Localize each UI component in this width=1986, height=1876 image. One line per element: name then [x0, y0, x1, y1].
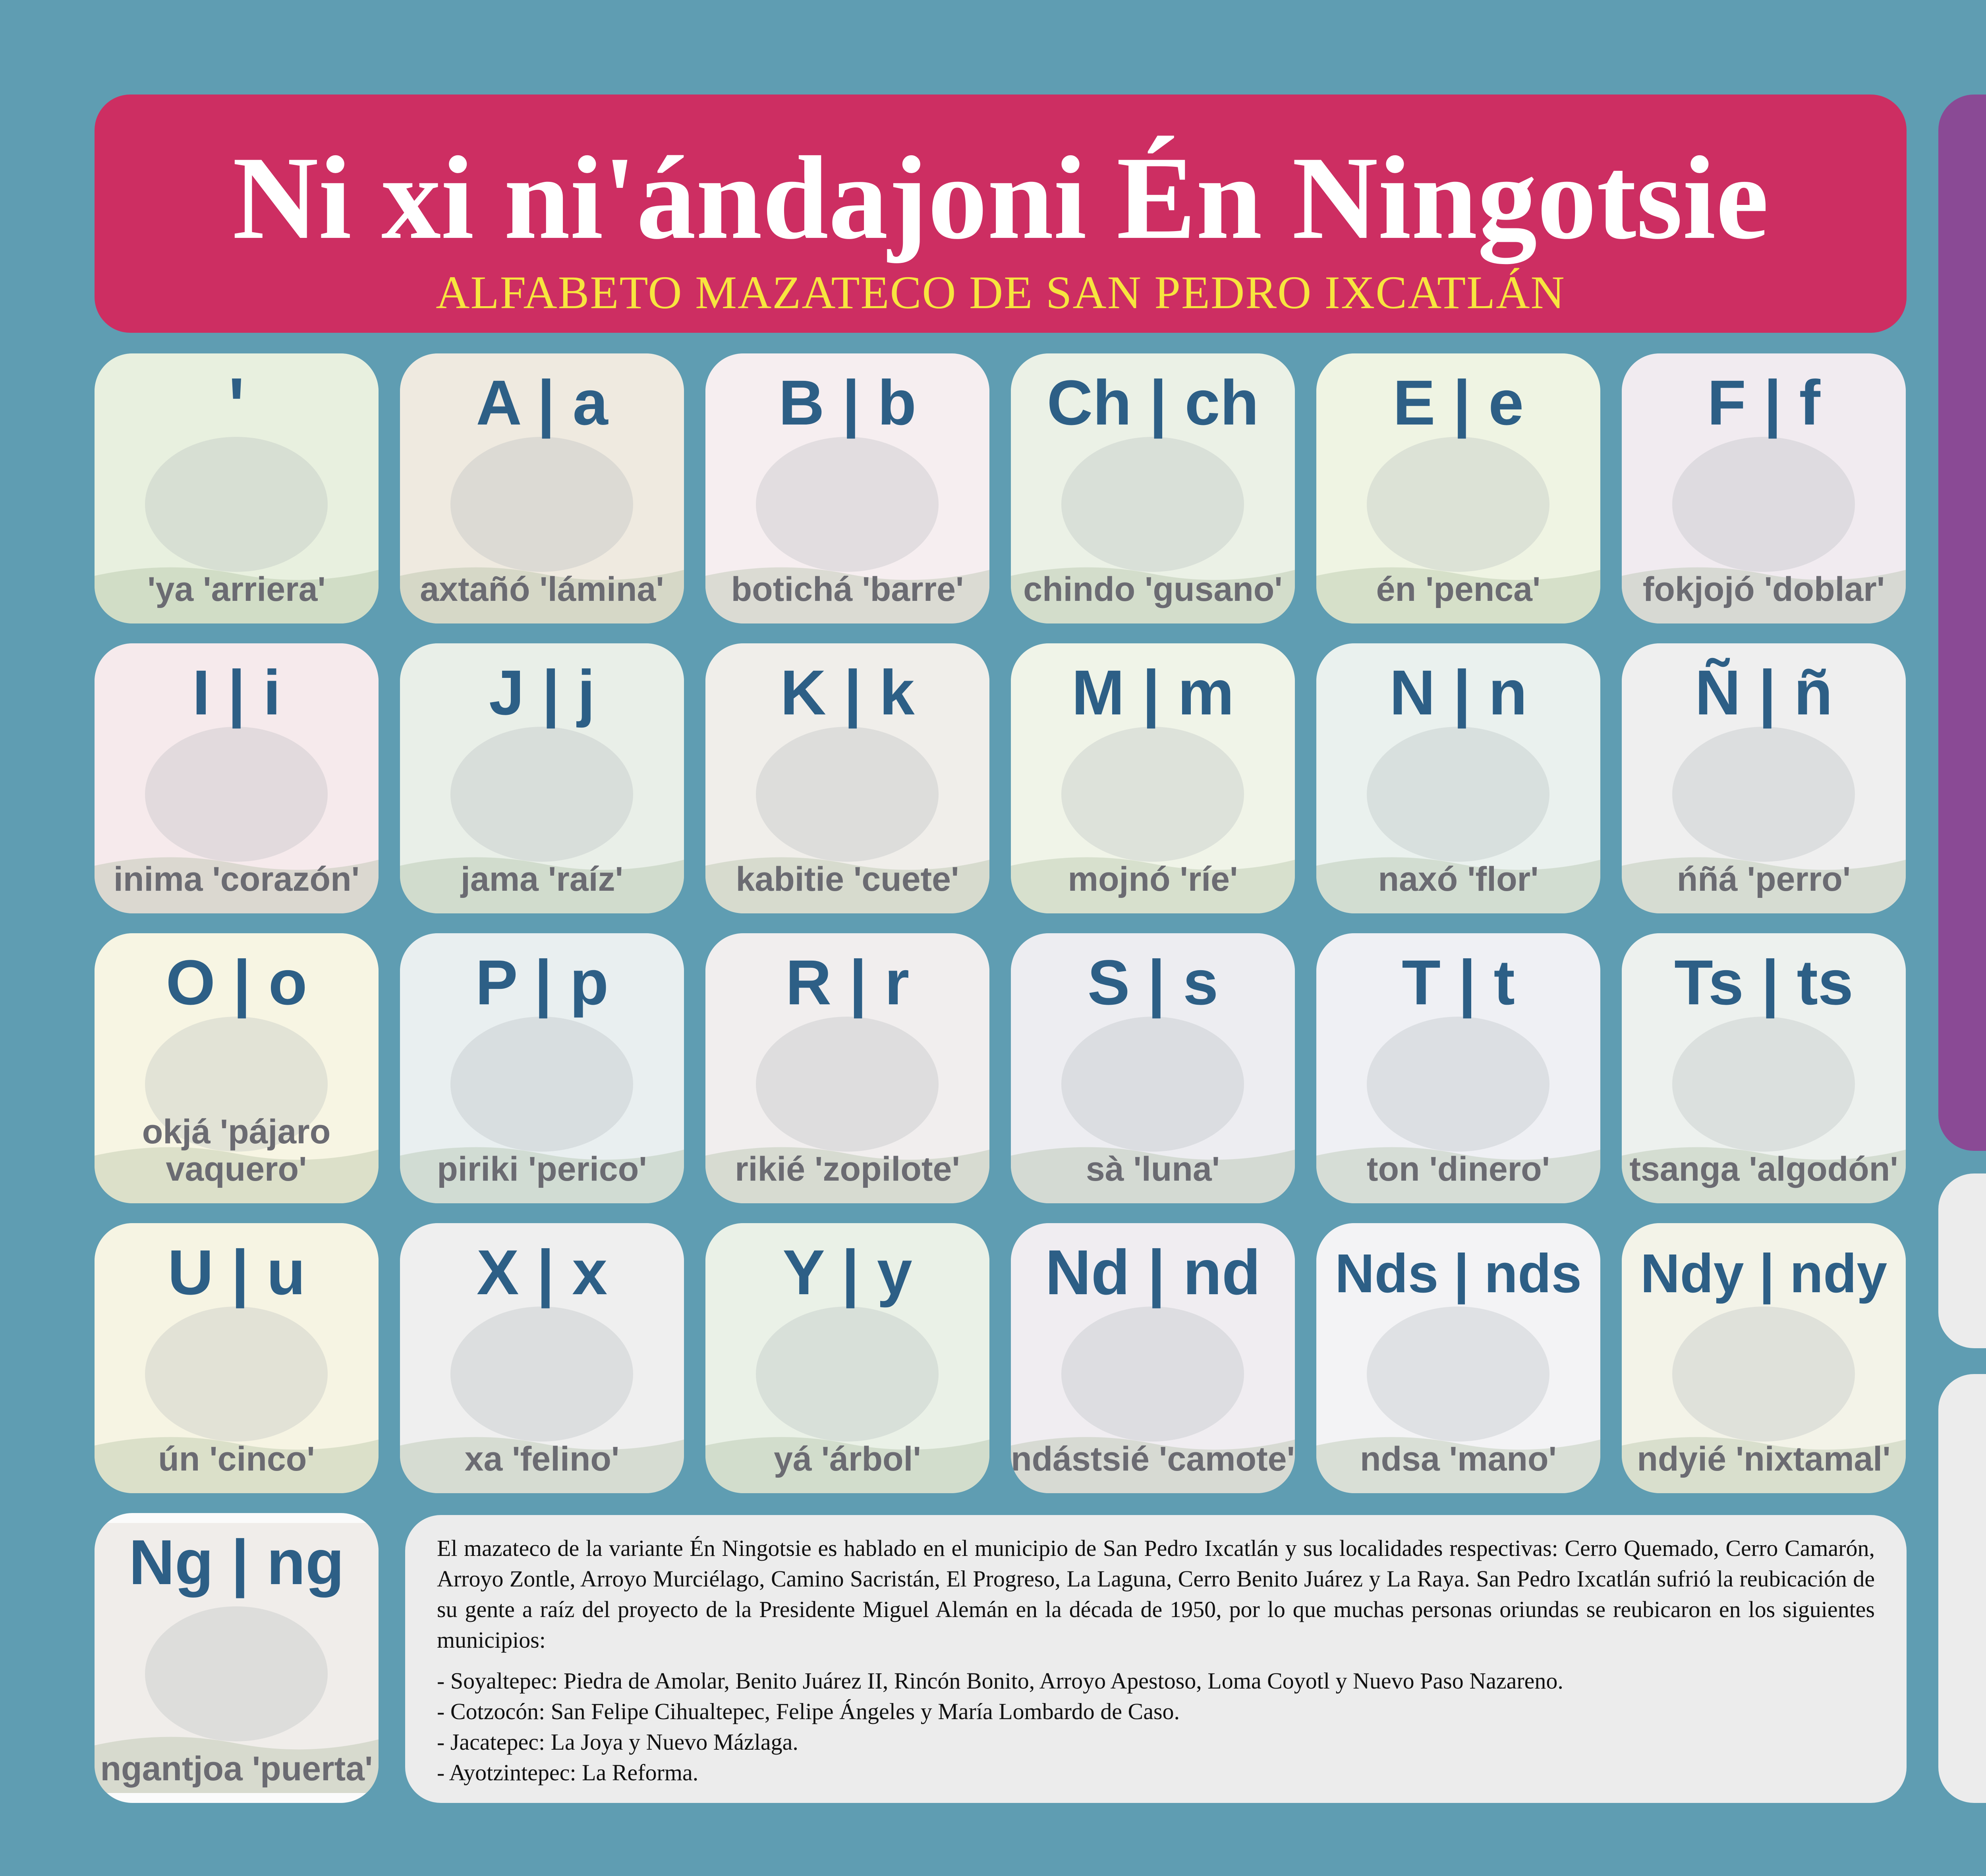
- municipio-item: - Jacatepec: La Joya y Nuevo Mázlaga.: [437, 1729, 798, 1755]
- card-letter: Ts | ts: [1674, 947, 1853, 1018]
- card-letter: F | f: [1707, 367, 1820, 438]
- card-word: ndástsié 'camote': [1011, 1440, 1295, 1478]
- title-banner: [95, 95, 1907, 333]
- info-text: [437, 1533, 1875, 1788]
- card-word: botichá 'barre': [731, 570, 964, 609]
- card-letter: R | r: [785, 947, 910, 1018]
- phonology-panel: [1938, 95, 1986, 1151]
- letter-card: [400, 933, 684, 1203]
- letter-card: [1316, 353, 1600, 623]
- municipios-list: [437, 1666, 1875, 1788]
- card-word: ngantjoa 'puerta': [100, 1750, 373, 1788]
- card-word: ńñá 'perro': [1677, 860, 1851, 899]
- card-letter: ꞌ: [229, 367, 244, 438]
- municipio-item: - Ayotzintepec: La Reforma.: [437, 1759, 699, 1785]
- letter-card: [1011, 933, 1295, 1203]
- card-word: sà 'luna': [1086, 1150, 1220, 1189]
- card-letter: Nds | nds: [1335, 1243, 1582, 1304]
- card-word: yá 'árbol': [774, 1440, 921, 1478]
- card-letter: M | m: [1071, 657, 1234, 728]
- card-letter: Y | y: [782, 1237, 912, 1308]
- card-letter: Nd | nd: [1045, 1237, 1261, 1308]
- card-letter: A | a: [476, 367, 608, 438]
- card-letter: E | e: [1393, 367, 1524, 438]
- card-word: rikié 'zopilote': [735, 1150, 960, 1189]
- card-word: én 'penca': [1376, 570, 1541, 609]
- letter-card: [1011, 1223, 1295, 1493]
- card-word: chindo 'gusano': [1023, 570, 1283, 609]
- letter-card: [1622, 1223, 1906, 1493]
- card-word: ún 'cinco': [158, 1440, 315, 1478]
- card-letter: Ch | ch: [1047, 367, 1259, 438]
- letter-card: [95, 1223, 379, 1493]
- letter-card: [1622, 643, 1906, 913]
- info-paragraph: El mazateco de la variante Én Ningotsie es hablado en el municipio de San Pedro Ixcatlán y sus localidades respectivas: Cerro Quemado, Cerro Camarón, Arroyo Zontle, Arroyo Murciélago, Camino Sacristán, El Progreso, La Laguna, Cerro Benito Juárez y La Raya. San Pedro Ixcatlán sufrió la reubicación de su gente a raíz del proyecto de la Presidente Miguel Alemán en la década de 1950, por lo que muchas personas oriundas se reubicaron en los siguientes municipios:: [437, 1535, 1875, 1653]
- card-word: 'ya 'arriera': [147, 570, 326, 609]
- card-word: okjá 'pájaro vaquero': [142, 1112, 331, 1189]
- card-letter: Ndy | ndy: [1640, 1243, 1887, 1304]
- card-word: ndyié 'nixtamal': [1637, 1440, 1891, 1478]
- card-letter: I | i: [192, 657, 281, 728]
- letter-card: [95, 933, 379, 1203]
- card-word: naxó 'flor': [1378, 860, 1539, 899]
- silabica-box: [1938, 1173, 1986, 1348]
- letter-card: [1316, 933, 1600, 1203]
- card-word: ton 'dinero': [1366, 1150, 1550, 1189]
- card-word: xa 'felino': [464, 1440, 620, 1478]
- card-word: piriki 'perico': [437, 1150, 647, 1189]
- card-word: mojnó 'ríe': [1068, 860, 1238, 899]
- letter-card: [1011, 643, 1295, 913]
- card-letter: T | t: [1402, 947, 1515, 1018]
- card-letter: S | s: [1087, 947, 1219, 1018]
- letter-card: [1011, 353, 1295, 623]
- municipio-item: - Soyaltepec: Piedra de Amolar, Benito Juárez II, Rincón Bonito, Arroyo Apestoso, Loma Coyotl y Nuevo Paso Nazareno.: [437, 1668, 1563, 1694]
- letter-card: [705, 353, 989, 623]
- letter-card: [95, 643, 379, 913]
- letter-card: [1622, 933, 1906, 1203]
- letter-card: [705, 1223, 989, 1493]
- card-letter: O | o: [166, 947, 307, 1018]
- letter-card: [1316, 643, 1600, 913]
- card-word: axtañó 'lámina': [420, 570, 664, 609]
- card-letter: Ng | ng: [129, 1527, 344, 1598]
- card-letter: U | u: [168, 1237, 305, 1308]
- card-letter: B | b: [779, 367, 916, 438]
- card-letter: K | k: [780, 657, 915, 728]
- card-letter: P | p: [475, 947, 609, 1018]
- letter-card: [705, 933, 989, 1203]
- letter-card: [1316, 1223, 1600, 1493]
- credits-box: [1938, 1374, 1986, 1803]
- letter-card: [95, 1513, 379, 1803]
- letter-card: [705, 643, 989, 913]
- letter-card: [400, 643, 684, 913]
- letter-card: [95, 353, 379, 623]
- letter-card: [400, 1223, 684, 1493]
- card-letter: N | n: [1389, 657, 1527, 728]
- page-title: Ni xi ni'ándajoni Én Ningotsie: [232, 132, 1769, 264]
- card-word: tsanga 'algodón': [1629, 1150, 1898, 1189]
- card-word: ndsa 'mano': [1360, 1440, 1557, 1478]
- card-letter: J | j: [489, 657, 595, 728]
- municipio-item: - Cotzocón: San Felipe Cihualtepec, Felipe Ángeles y María Lombardo de Caso.: [437, 1698, 1180, 1724]
- card-word: fokjojó 'doblar': [1642, 570, 1885, 609]
- page-subtitle: ALFABETO MAZATECO DE SAN PEDRO IXCATLÁN: [436, 266, 1565, 318]
- letter-card: [1622, 353, 1906, 623]
- card-letter: Ñ | ñ: [1695, 657, 1833, 728]
- card-letter: X | x: [476, 1237, 608, 1308]
- card-word: kabitie 'cuete': [736, 860, 959, 899]
- letter-card: [400, 353, 684, 623]
- card-word: jama 'raíz': [460, 860, 623, 899]
- info-box: [405, 1515, 1907, 1803]
- card-word: inima 'corazón': [113, 860, 360, 899]
